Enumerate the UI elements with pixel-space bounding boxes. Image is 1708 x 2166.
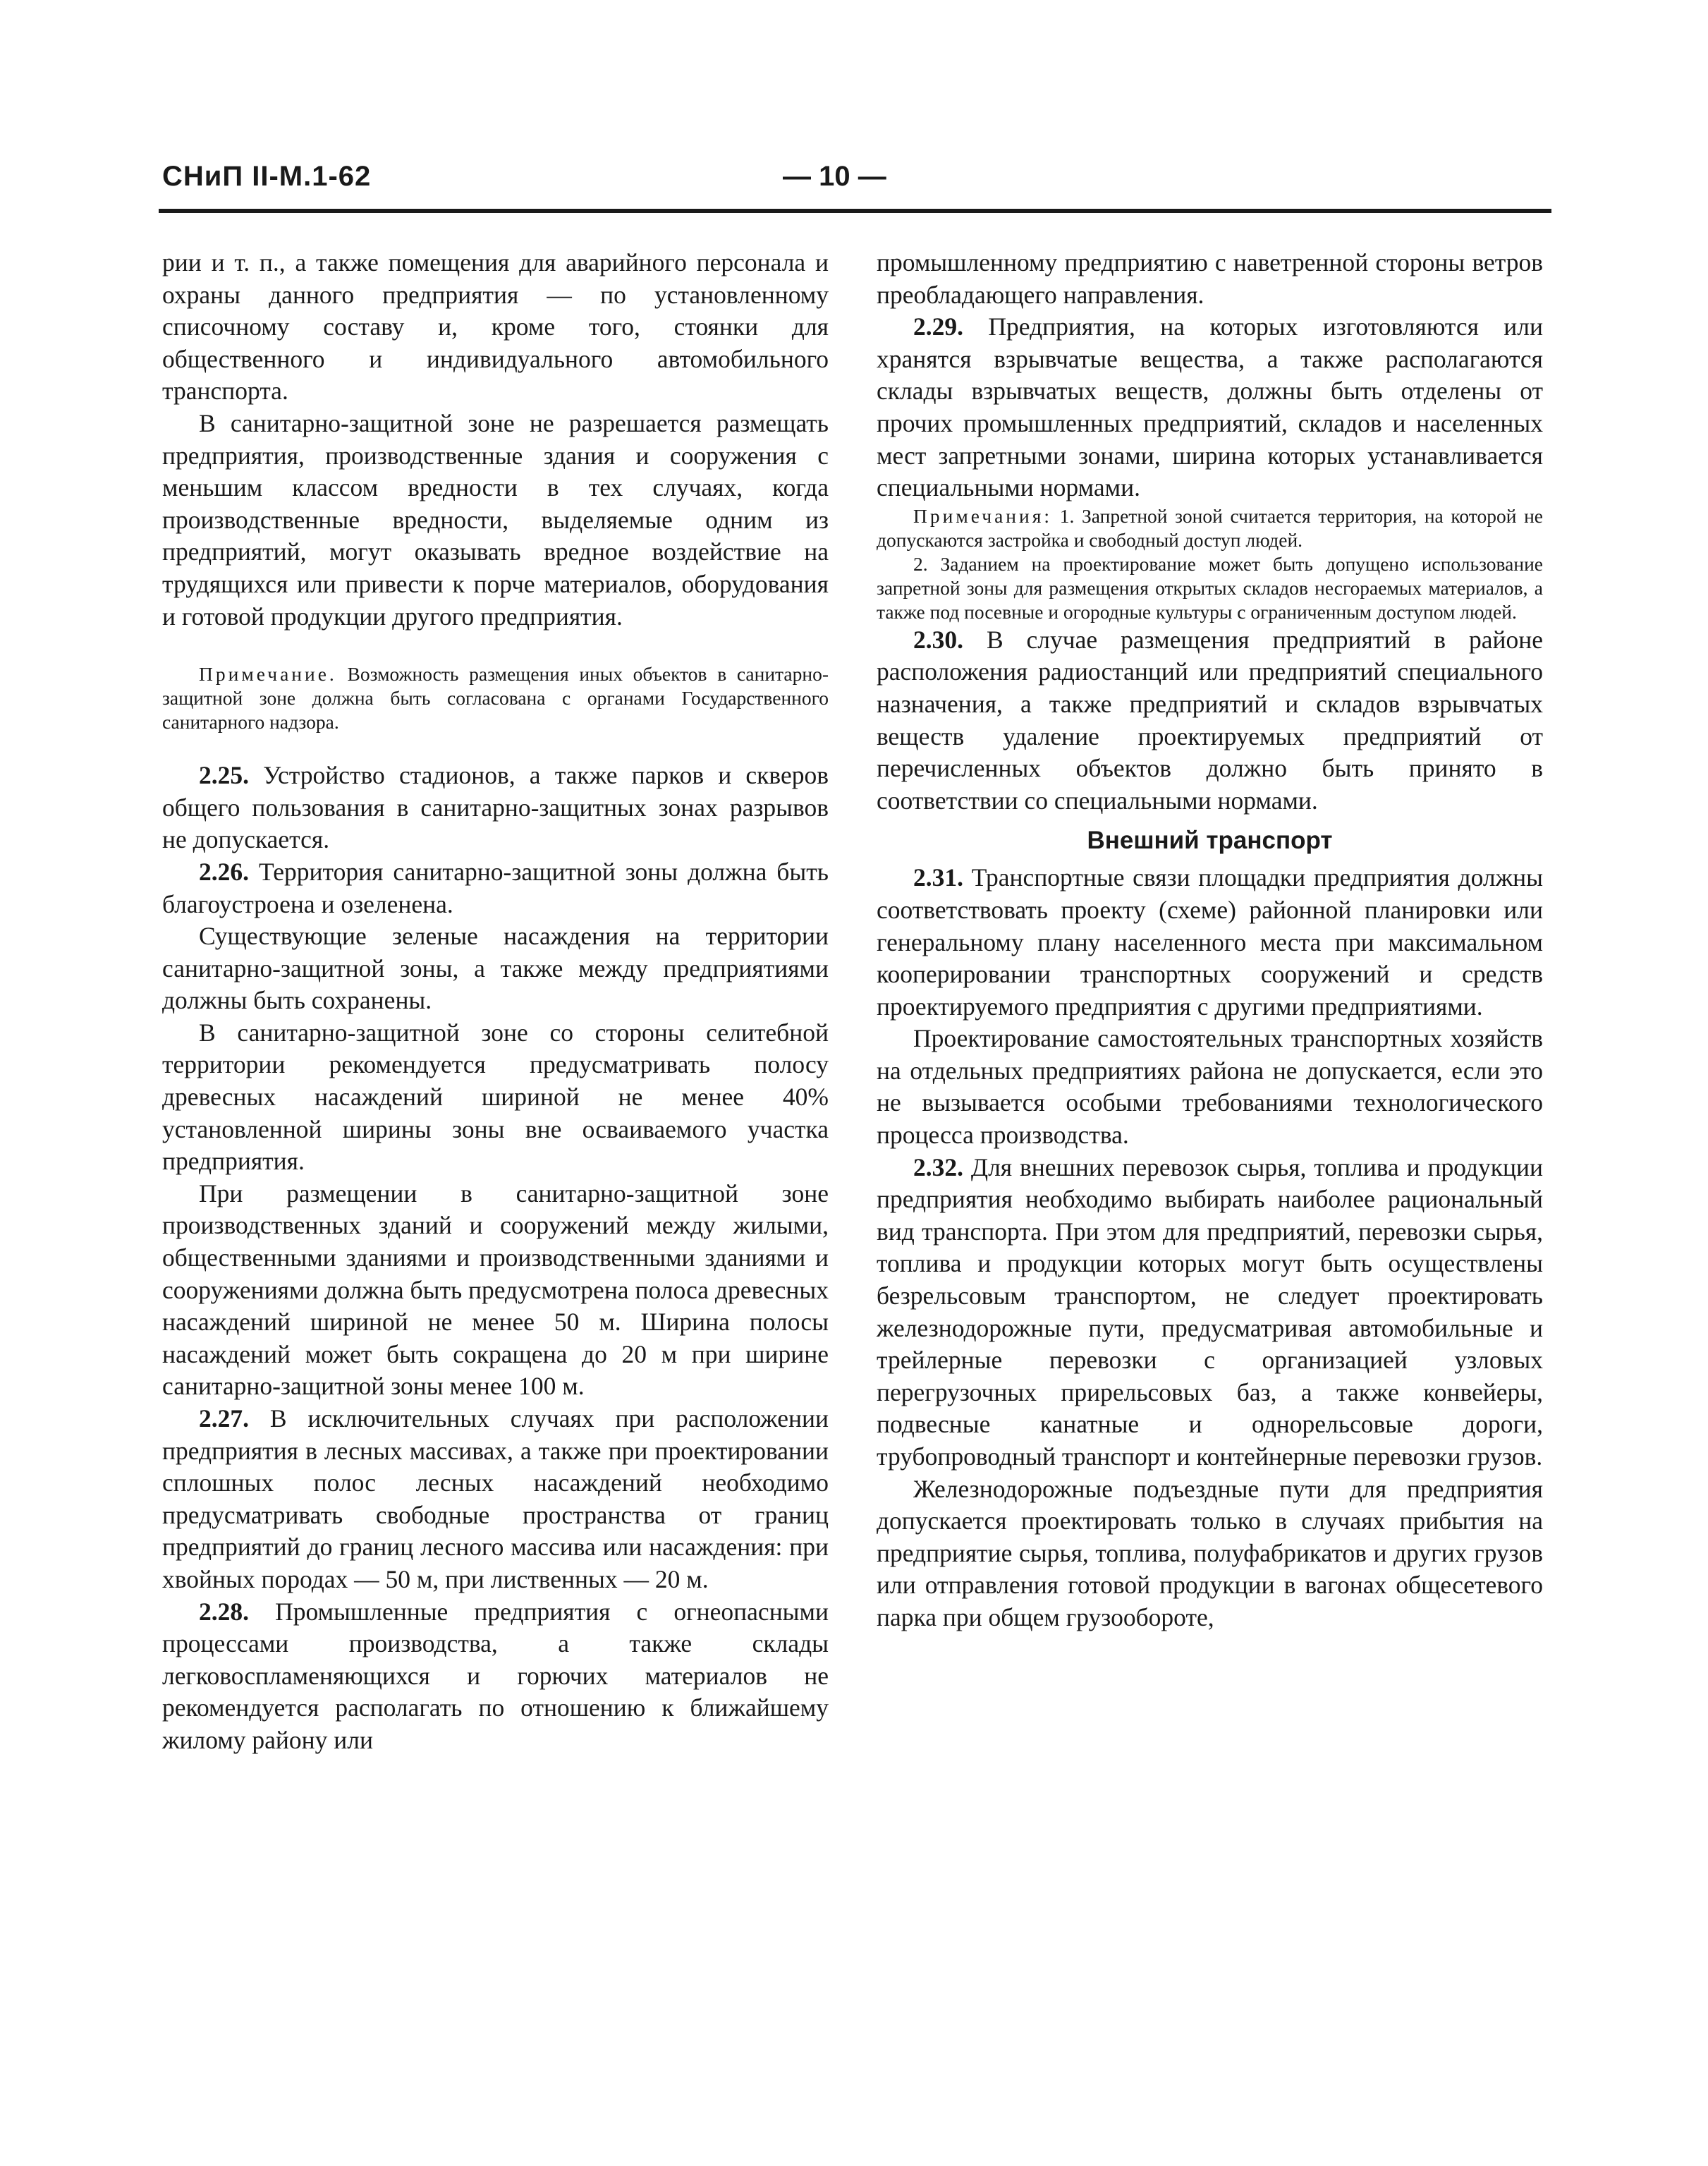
section-number: 2.29. (913, 312, 963, 341)
section-number: 2.32. (913, 1152, 963, 1181)
note-label: Примечания: (913, 504, 1053, 527)
section-2-30 (877, 624, 1543, 817)
section-2-29 (877, 311, 1543, 504)
paragraph: При размещении в санитарно-защитной зоне производственных зданий и сооружений между жилыми, общественными зданиями и производственными зданиями и сооружениями должна быть предусмотрена полоса древесных насаждений шириной не менее 50 м. Ширина полосы насаждений может быть сокращена до 20 м при ширине санитарно-защитной зоны менее 100 м. (162, 1179, 829, 1401)
paragraph: Железнодорожные подъездные пути для предприятия допускается проектировать только в случаях прибытия на предприятие сырья, топлива, полуфабрикатов и других грузов или отправления готовой продукции в вагонах общесетевого парка при общем грузообороте, (877, 1474, 1543, 1631)
section-number: 2.30. (913, 625, 963, 654)
note-text: Возможность размещения иных объектов в санитарно-защитной зоне должна быть согласована с органами Государственного санитарного надзора. (162, 663, 829, 734)
paragraph: В санитарно-защитной зоне не разрешается размещать предприятия, производственные здания и сооружения с меньшим классом вредности в тех случаях, когда производственные вредности, выделяемые одним из предприятий, могут оказывать вредное воздействие на трудящихся или привести к порче материалов, оборудования и готовой продукции другого предприятия. (162, 408, 829, 631)
section-number: 2.27. (199, 1404, 249, 1432)
paragraph: рии и т. п., а также помещения для аварийного персонала и охраны данного предприятия — по установленному списочному составу и, кроме того, стоянки для общественного и индивидуального автомобильного транспорта. (162, 248, 829, 406)
section-2-26 (162, 856, 829, 920)
page-header (162, 161, 1544, 200)
note (162, 662, 829, 734)
paragraph: Существующие зеленые насаждения на территории санитарно-защитной зоны, а также между предприятиями должны быть сохранены. (162, 922, 829, 1015)
section-number: 2.25. (199, 761, 249, 790)
note-text: 1. Запретной зоной считается территория, на которой не допускаются застройка и свободный доступ людей. (877, 504, 1544, 551)
section-2-31 (877, 862, 1543, 1023)
section-number: 2.28. (199, 1597, 249, 1626)
section-2-32 (877, 1152, 1543, 1473)
left-column (162, 247, 829, 1757)
section-2-28 (162, 1596, 829, 1757)
note-1 (877, 504, 1543, 552)
section-text: В случае размещения предприятий в районе расположения радиостанций или предприятий специального назначения, а также предприятий и складов взрывчатых веществ удаление проектируемых предприятий от перечисленных объектов должно быть принято в соответствии со специальными нормами. (877, 625, 1543, 815)
paragraph: промышленному предприятию с наветренной стороны ветров преобладающего направления. (877, 248, 1543, 309)
section-text: Транспортные связи площадки предприятия должны соответствовать проекту (схеме) районной планировки или генеральному плану населенного места при максимальном кооперировании транспортных сооружений и средств проектируемого предприятия с другими предприятиями. (877, 863, 1544, 1021)
note-2: 2. Заданием на проектирование может быть допущено использование запретной зоны для размещения открытых складов несгораемых материалов, а также под посевные и огородные культуры с ограниченным доступом людей. (877, 552, 1543, 623)
section-text: Территория санитарно-защитной зоны должна быть благоустроена и озеленена. (162, 857, 829, 918)
section-text: Промышленные предприятия с огнеопасными процессами производства, а также склады легковоспламеняющихся и горючих материалов не рекомендуется располагать по отношению к ближайшему жилому району или (162, 1597, 829, 1754)
section-number: 2.26. (199, 857, 249, 886)
header-rule (159, 209, 1551, 213)
section-text: Устройство стадионов, а также парков и скверов общего пользования в санитарно-защитных зонах разрывов не допускается. (162, 761, 829, 854)
paragraph: В санитарно-защитной зоне со стороны селитебной территории рекомендуется предусматривать полосу древесных насаждений шириной не менее 40% установленной ширины зоны вне осваиваемого участка предприятия. (162, 1018, 829, 1176)
page-number: — 10 — (783, 161, 886, 192)
section-2-25 (162, 760, 829, 856)
right-column (877, 247, 1543, 1634)
section-text: В исключительных случаях при расположении предприятия в лесных массивах, а также при проектировании сплошных полос лесных насаждений необходимо предусматривать свободные пространства от границ предприятий до границ лесного массива или насаждения: при хвойных породах — 50 м, при лиственных — 20 м. (162, 1404, 829, 1593)
section-text: Предприятия, на которых изготовляются или хранятся взрывчатые вещества, а также располагаются склады взрывчатых веществ, должны быть отделены от прочих промышленных предприятий, складов и населенных мест запретными зонами, ширина которых устанавливается специальными нормами. (877, 312, 1543, 502)
section-number: 2.31. (913, 863, 963, 892)
paragraph: Проектирование самостоятельных транспортных хозяйств на отдельных предприятиях района не допускается, если это не вызывается особыми требованиями технологического процесса производства. (877, 1024, 1543, 1150)
section-text: Для внешних перевозок сырья, топлива и продукции предприятия необходимо выбирать наиболее рациональный вид транспорта. При этом для предприятий, перевозки сырья, топлива и продукции которых могут быть осуществлены безрельсовым транспортом, не следует проектировать железнодорожные пути, предусматривая автомобильные и трейлерные перевозки с организацией узловых перегрузочных прирельсовых баз, а также конвейеры, подвесные канатные и однорельсовые дороги, трубопроводный транспорт и контейнерные перевозки грузов. (877, 1152, 1543, 1471)
document-code: СНиП II-М.1-62 (162, 161, 372, 192)
section-2-27 (162, 1403, 829, 1596)
section-heading: Внешний транспорт (1087, 827, 1333, 855)
note-label: Примечание. (199, 663, 337, 686)
